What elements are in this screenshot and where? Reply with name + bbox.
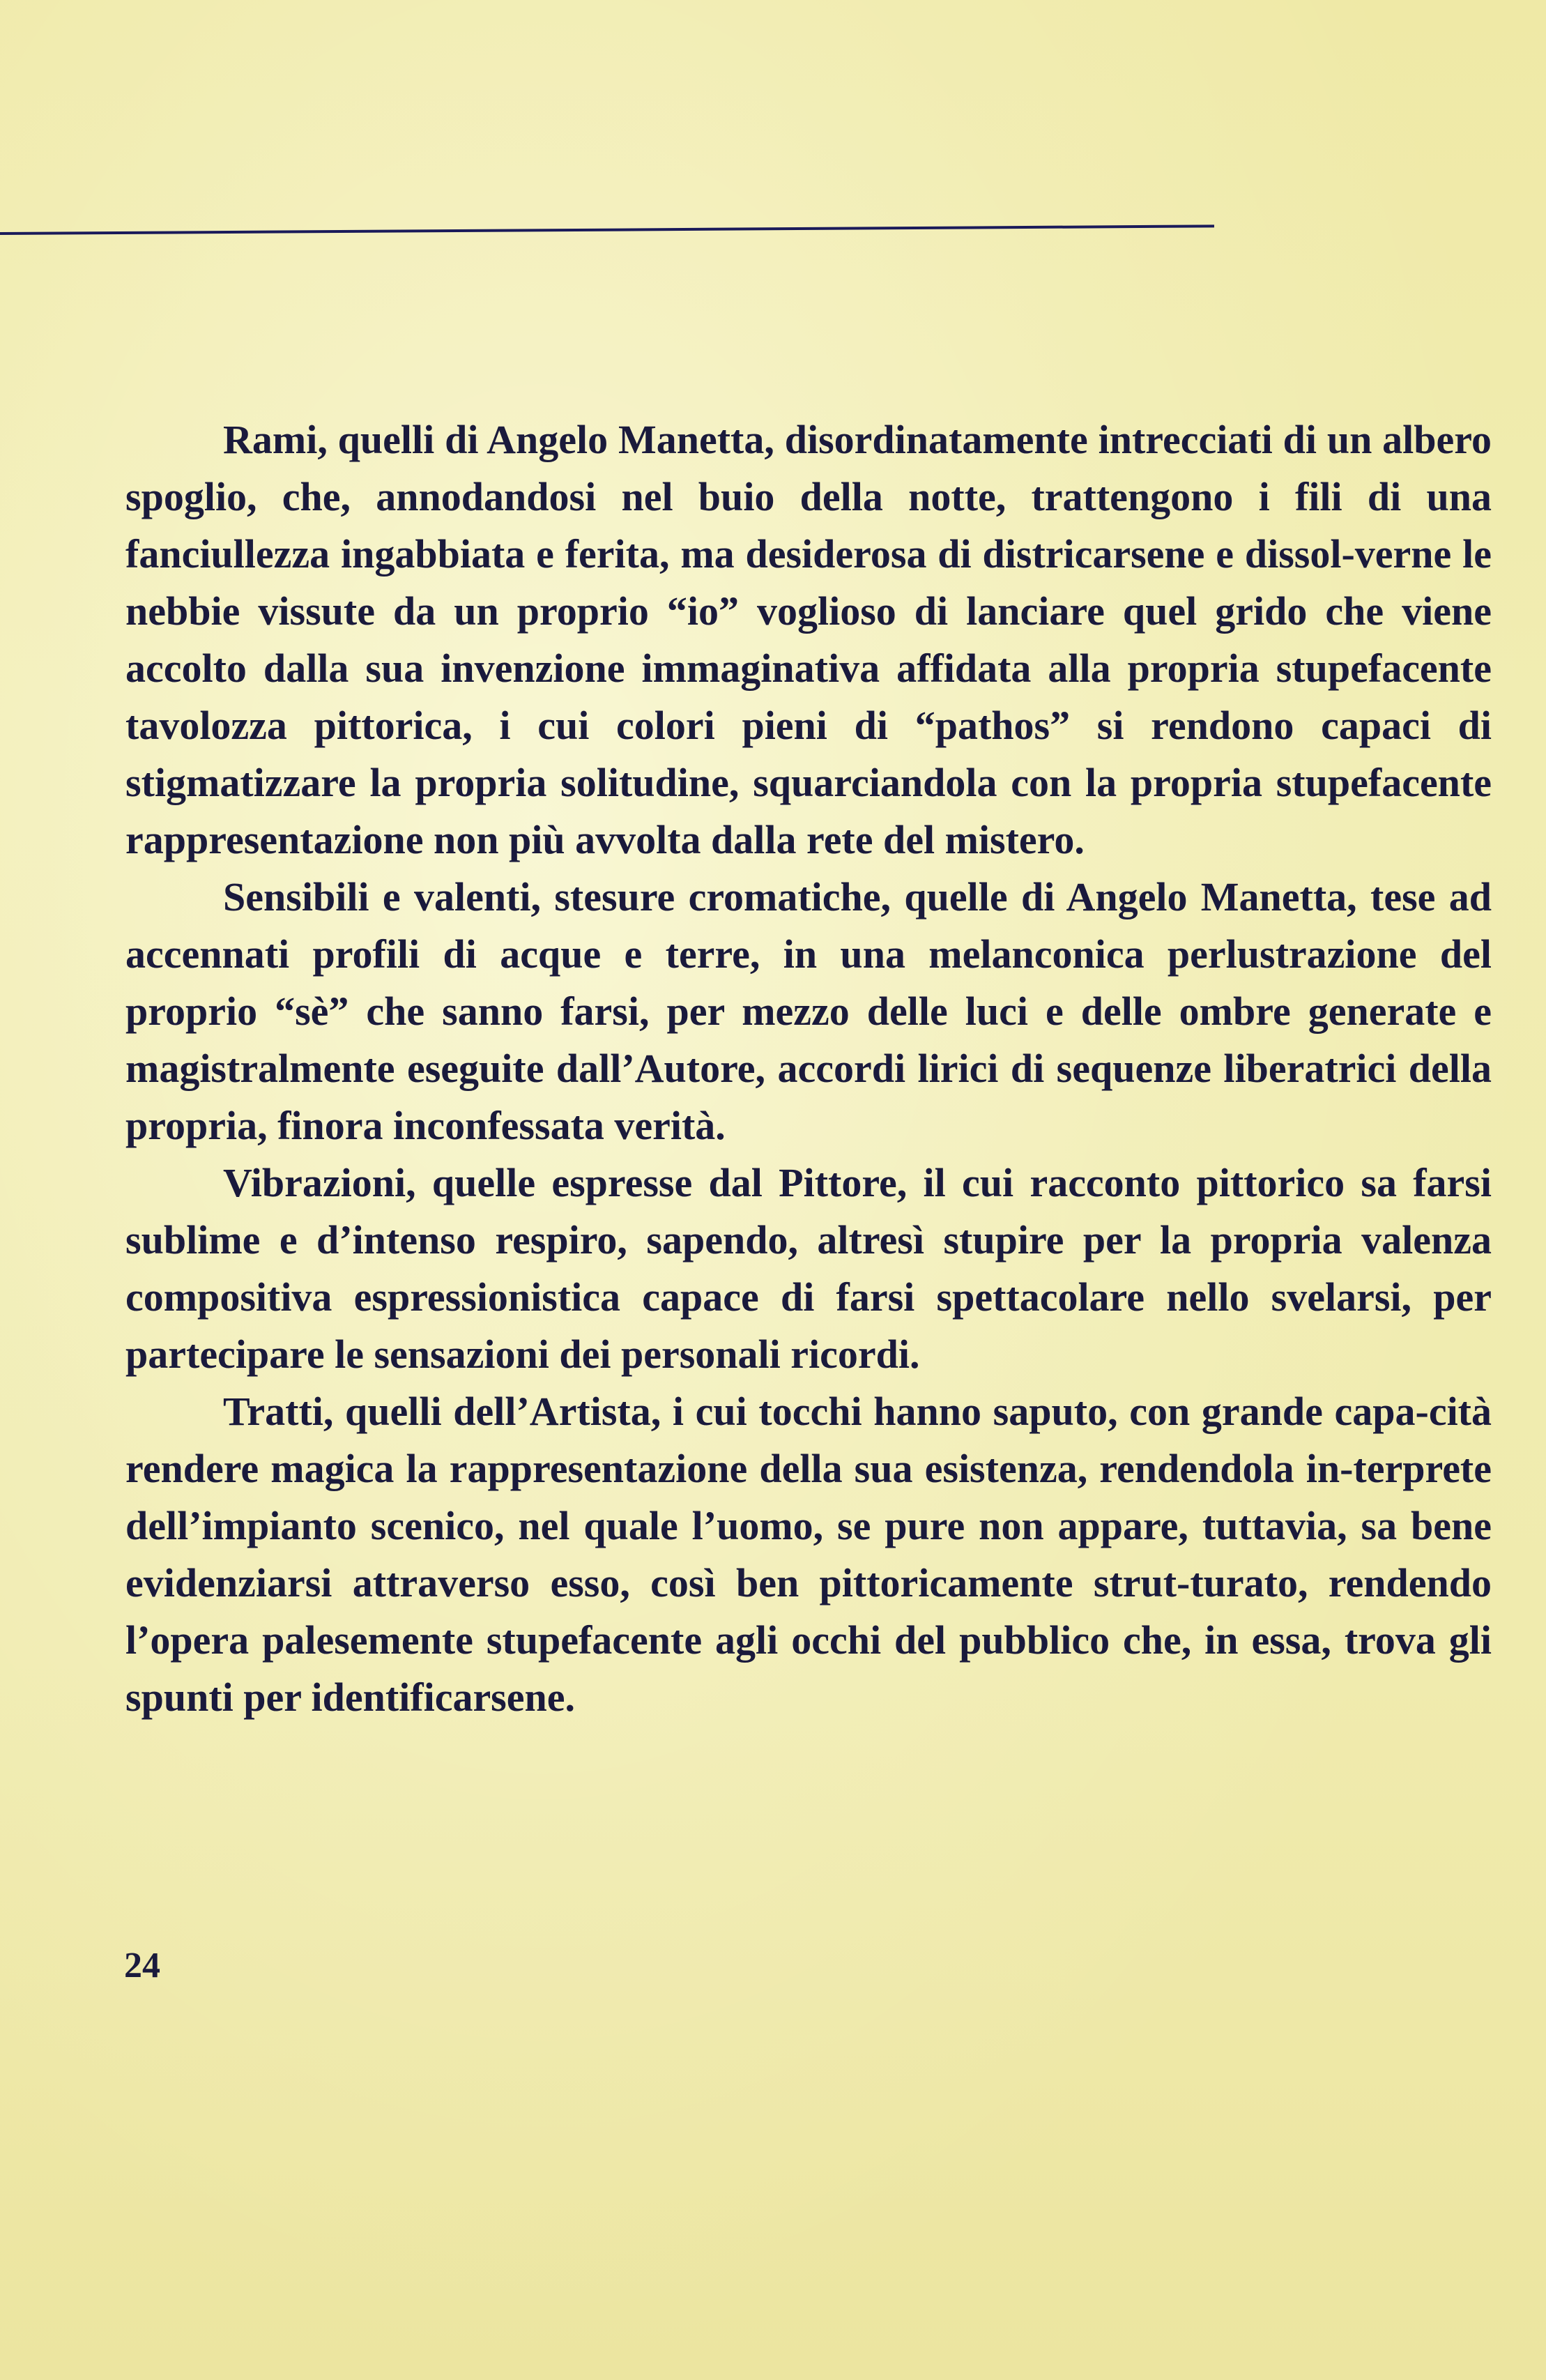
paragraph-3: Vibrazioni, quelle espresse dal Pittore, il cui racconto pittorico sa farsi sublime e d’intenso respiro, sapendo, altresì stupire per la propria valenza compositiva espressionistica capace di farsi spettacolare nello svelarsi, per partecipare le sensazioni dei personali ricordi. <box>125 1160 1492 1377</box>
paragraph-2: Sensibili e valenti, stesure cromatiche, quelle di Angelo Manetta, tese ad accennati profili di acque e terre, in una melanconica perlustrazione del proprio “sè” che sanno farsi, per mezzo delle luci e delle ombre generate e magistralmente eseguite dall’Autore, accordi lirici di sequenze liberatrici della propria, finora inconfessata verità. <box>125 874 1492 1148</box>
paragraph-1: Rami, quelli di Angelo Manetta, disordinatamente intrecciati di un albero spoglio, che, annodandosi nel buio della notte, trattengono i fili di una fanciullezza ingabbiata e ferita, ma desiderosa di districarsene e dissol-verne le nebbie vissute da un proprio “io” voglioso di lanciare quel grido che viene accolto dalla sua invenzione immaginativa affidata alla propria stupefacente tavolozza pittorica, i cui colori pieni di “pathos” si rendono capaci di stigmatizzare la propria solitudine, squarciandola con la propria stupefacente rappresentazione non più avvolta dalla rete del mistero. <box>125 417 1492 862</box>
body-text <box>125 411 1492 1726</box>
page-number: 24 <box>124 1946 160 1985</box>
paragraph-4: Tratti, quelli dell’Artista, i cui tocchi hanno saputo, con grande capa-cità rendere magica la rappresentazione della sua esistenza, rendendola in-terprete dell’impianto scenico, nel quale l’uomo, se pure non appare, tuttavia, sa bene evidenziarsi attraverso esso, così ben pittoricamente strut-turato, rendendo l’opera palesemente stupefacente agli occhi del pubblico che, in essa, trova gli spunti per identificarsene. <box>125 1389 1492 1720</box>
header-rule <box>0 224 1214 235</box>
